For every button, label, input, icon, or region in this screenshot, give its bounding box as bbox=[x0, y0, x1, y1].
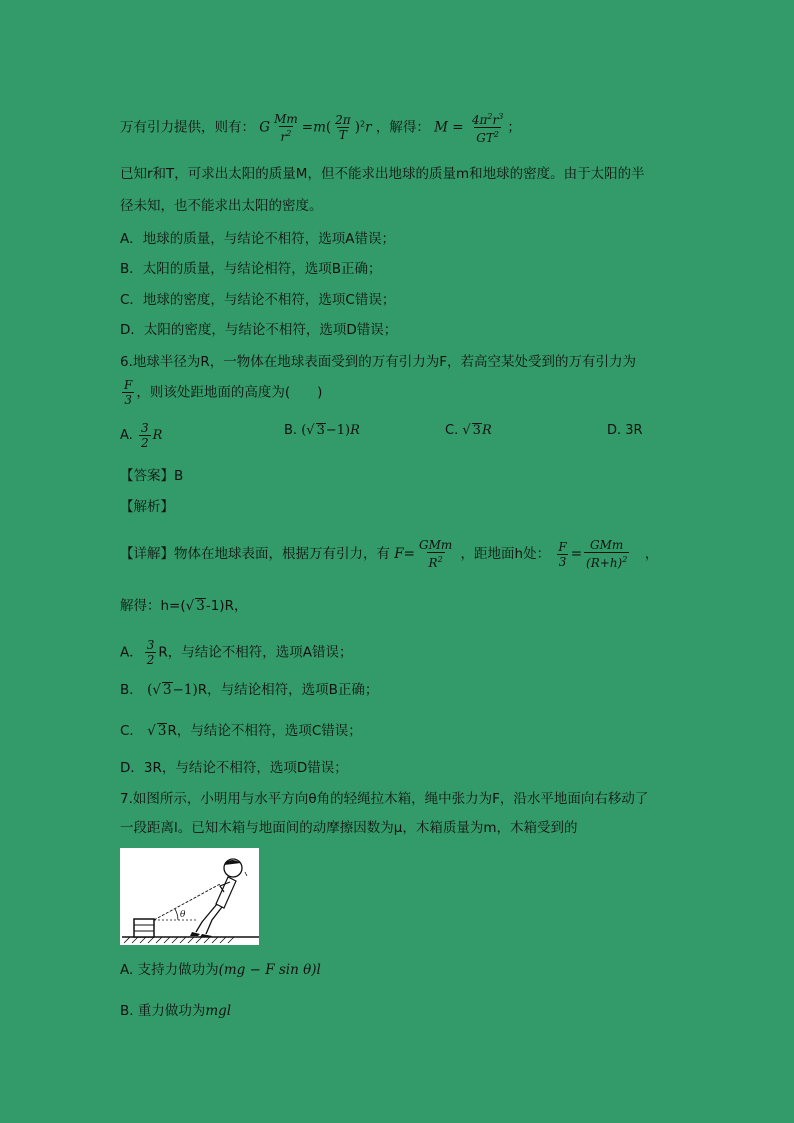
detail-line: 【详解】物体在地球表面，根据万有引力，有 F= $\frac{\text{GMm}}{R^2}$ ，距地面h处： $\frac{F}{3}$ = $\frac{\text{GMm}}{(R+h)^2}$ ， bbox=[120, 538, 659, 570]
text: R，与结论不相符，选项A错误； bbox=[158, 644, 353, 661]
option-c: C. √ 3R bbox=[445, 423, 492, 438]
text: A． bbox=[120, 644, 143, 661]
paragraph-line: 已知r和T，可求出太阳的质量M，但不能求出地球的质量m和地球的密度。由于太阳的半 bbox=[120, 166, 645, 182]
option-line: C．地球的密度，与结论不相符，选项C错误； bbox=[120, 292, 396, 308]
result-b: B． (√ 3−1)R，与结论相符，选项B正确； bbox=[120, 682, 379, 698]
option-label: A. bbox=[120, 428, 133, 443]
q7-option-b bbox=[120, 1001, 231, 1021]
text: ，解得： bbox=[375, 119, 430, 136]
text: 【详解】物体在地球表面，根据万有引力，有 bbox=[120, 546, 390, 562]
text: R，与结论不相符，选项C错误； bbox=[167, 723, 362, 739]
pulling-box-figure bbox=[120, 848, 259, 945]
solution-line: 解得：h=(√ 3-1)R， bbox=[120, 598, 248, 614]
paragraph-line: 径未知，也不能求出太阳的密度。 bbox=[120, 198, 323, 214]
option-line: D．太阳的密度，与结论不相符，选项D错误； bbox=[120, 322, 398, 338]
text: 解得：h=( bbox=[120, 598, 186, 614]
question-7-cont: 一段距离l。已知木箱与地面间的动摩擦因数为μ，木箱质量为m，木箱受到的 bbox=[120, 820, 578, 836]
option-label: C. bbox=[445, 423, 459, 438]
question-6-tail: $\frac{F}{3}$ ，则该处距地面的高度为( ) bbox=[124, 378, 323, 407]
formula: mgl bbox=[205, 1003, 232, 1019]
question-7: 7.如图所示，小明用与水平方向θ角的轻绳拉木箱，绳中张力为F，沿水平地面向右移动了 bbox=[120, 791, 649, 807]
analysis-label: 【解析】 bbox=[120, 499, 174, 515]
formula: (mg − F sin θ)l bbox=[218, 962, 321, 978]
text: 万有引力提供，则有： bbox=[120, 119, 255, 136]
option-line: B．太阳的质量，与结论相符，选项B正确； bbox=[120, 261, 382, 277]
text: ，距地面h处： bbox=[460, 546, 551, 562]
option-b: B. (√ 3−1)R bbox=[284, 423, 360, 438]
text: B． bbox=[120, 682, 143, 698]
option-label: B. bbox=[284, 423, 298, 438]
option-line: A．地球的质量，与结论不相符，选项A错误； bbox=[120, 231, 395, 247]
question-6: 6.地球半径为R，一物体在地球表面受到的万有引力为F，若高空某处受到的万有引力为 bbox=[120, 354, 637, 370]
text: -1)R， bbox=[205, 598, 248, 614]
text: R，与结论相符，选项B正确； bbox=[197, 682, 379, 698]
result-a: A． $\frac{3}{2}$ R，与结论不相符，选项A错误； bbox=[120, 638, 353, 667]
boy-pulling-box-illustration bbox=[120, 848, 259, 945]
answer-label: 【答案】B bbox=[120, 468, 184, 484]
q7-option-a bbox=[120, 960, 321, 980]
result-c: C． √ 3R，与结论不相符，选项C错误； bbox=[120, 723, 362, 739]
svg-text:θ: θ bbox=[180, 910, 186, 920]
text: ，则该处距地面的高度为( ) bbox=[136, 384, 323, 401]
option-a: A. $\frac{3}{2}$ R bbox=[120, 421, 163, 450]
text: C． bbox=[120, 723, 143, 739]
text: A. 支持力做功为 bbox=[120, 962, 219, 978]
result-d: D．3R，与结论不相符，选项D错误； bbox=[120, 760, 348, 776]
gravity-formula-line: 万有引力提供，则有： G $\frac{Mm}{r^2}$ =m( $\frac{2\pi}{T}$ )$^2$r ，解得： M = $\frac{4\pi^2r^3}{GT^2}$ ； bbox=[120, 111, 521, 145]
option-d: D. 3R bbox=[607, 423, 643, 438]
text: B. 重力做功为 bbox=[120, 1003, 206, 1019]
